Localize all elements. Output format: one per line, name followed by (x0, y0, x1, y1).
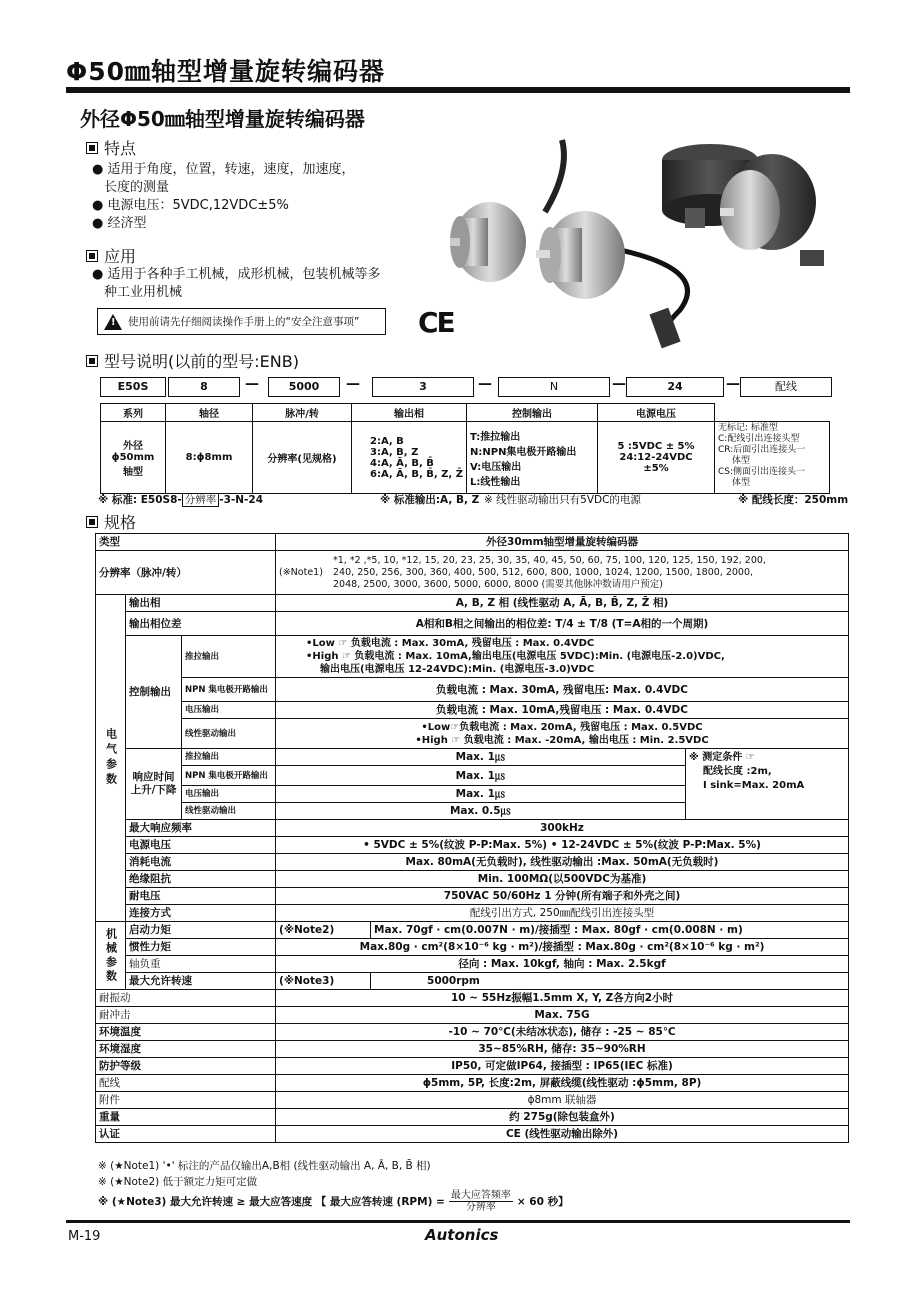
table-row (96, 595, 849, 612)
spec-sublabel: 线性驱动输出 (182, 803, 276, 820)
table-row (96, 719, 849, 749)
model-header-shaft: 轴径 (166, 404, 253, 422)
model-code-shaft: 8 (168, 377, 240, 397)
spec-value: 外径30mm轴型增量旋转编码器 (276, 534, 849, 551)
footnote-3: ※ (★Note3) 最大允许转速 ≥ 最大应答速度 【 最大应答转速 (RPM) = 最大应答频率 分辨率 × 60 秒】 (98, 1190, 569, 1213)
footer-rule (66, 1220, 850, 1223)
brand-logo: Autonics (425, 1226, 499, 1244)
table-row (96, 1041, 849, 1058)
spec-label: 启动力矩 (126, 922, 276, 939)
spec-label: 消耗电流 (126, 854, 276, 871)
spec-value: CE (线性驱动输出除外) (276, 1126, 849, 1143)
spec-sublabel: NPN 集电极开路输出 (182, 766, 276, 786)
spec-value: Max. 80mA(无负载时), 线性驱动输出 :Max. 50mA(无负载时) (276, 854, 849, 871)
table-row (96, 854, 849, 871)
spec-sublabel: NPN 集电极开路输出 (182, 678, 276, 702)
features-heading: 特点 (86, 136, 136, 159)
warning-icon: ! (104, 314, 122, 330)
spec-value: • 5VDC ± 5%(纹波 P-P:Max. 5%) • 12-24VDC ± 5%(纹波 P-P:Max. 5%) (276, 837, 849, 854)
table-row (96, 905, 849, 922)
spec-value: Max. 0.5㎲ (276, 803, 686, 820)
model-header-output: 控制输出 (467, 404, 598, 422)
spec-table (95, 533, 849, 1143)
spec-value: 负载电流 : Max. 30mA, 残留电压: Max. 0.4VDC (276, 678, 849, 702)
spec-sublabel: 线性驱动输出 (182, 719, 276, 749)
model-cell-phase: 2:A, B 3:A, B, Z 4:A, Ā, B, B̄ 6:A, Ā, B, B̄, Z, Z̄ (352, 422, 467, 494)
spec-value: ϕ8mm 联轴器 (276, 1092, 849, 1109)
spec-value: Max. 1㎲ (276, 786, 686, 803)
page-number: M-19 (68, 1229, 101, 1244)
spec-value: 负载电流 : Max. 10mA,残留电压 : Max. 0.4VDC (276, 702, 849, 719)
model-cell-cable: 无标记: 标准型 C:配线引出连接头型 CR:后面引出连接头一 体型 CS:侧面引出连接头一 体型 (715, 422, 830, 494)
table-row (96, 636, 849, 678)
formula-fraction: 最大应答频率 分辨率 (450, 1190, 511, 1213)
model-cell-shaft: 8:ϕ8mm (166, 422, 253, 494)
title-rule (66, 87, 850, 93)
table-row (96, 1109, 849, 1126)
spec-label: 轴负重 (126, 956, 276, 973)
section-square-icon (86, 250, 98, 262)
spec-label: 最大允许转速 (126, 973, 276, 990)
model-cell-power: 5 :5VDC ± 5% 24:12-24VDC ±5% (598, 422, 715, 494)
model-note-output: ※ 标准输出:A, B, Z (380, 494, 480, 506)
spec-value: 配线引出方式, 250㎜配线引出连接头型 (276, 905, 849, 922)
footnote-1: ※ (★Note1) '•' 标注的产品仅输出A,B相 (线性驱动输出 A, Ā, B, B̄ 相) (98, 1160, 431, 1172)
spec-label: 分辨率（脉冲/转） (96, 551, 276, 595)
table-row (96, 973, 849, 990)
spec-label: 耐冲击 (96, 1007, 276, 1024)
spec-note: (※Note2) (276, 922, 371, 939)
spec-value: 约 275g(除包装盒外) (276, 1109, 849, 1126)
model-header-phase: 输出相 (352, 404, 467, 422)
model-code-cable: 配线 (740, 377, 832, 397)
spec-value: •Low☞负载电流 : Max. 20mA, 残留电压 : Max. 0.5VDC •High ☞ 负载电流 : Max. -20mA, 输出电压 : Min. 2.5VDC (276, 719, 849, 749)
model-code-pulse: 5000 (268, 377, 340, 397)
spec-label: 类型 (96, 534, 276, 551)
spec-label: 输出相位差 (126, 612, 276, 636)
model-cell-pulse: 分辨率(见规格) (253, 422, 352, 494)
spec-value: 5000rpm (371, 973, 849, 990)
spec-heading: 规格 (86, 510, 136, 533)
section-square-icon (86, 516, 98, 528)
model-dash: — (478, 376, 492, 392)
spec-value: 300kHz (276, 820, 849, 837)
spec-value: •Low ☞ 负载电流 : Max. 30mA, 残留电压 : Max. 0.4VDC •High ☞ 负载电流 : Max. 10mA,输出电压(电源电压 5VDC):Min. (电源电压-2.0)VDC, 输出电压(电源电压 12-24VDC):Min. (电源电压-3.0)VDC (276, 636, 849, 678)
spec-value: A相和B相之间输出的相位差: T/4 ± T/8 (T=A相的一个周期) (276, 612, 849, 636)
spec-label: 控制输出 (126, 636, 182, 749)
spec-value: -10 ~ 70℃(未结冰状态), 储存 : -25 ~ 85℃ (276, 1024, 849, 1041)
spec-value: 10 ~ 55Hz振幅1.5mm X, Y, Z各方向2小时 (276, 990, 849, 1007)
table-row (96, 956, 849, 973)
spec-value: Max. 70gf · cm(0.007N · m)/接插型 : Max. 80gf · cm(0.008N · m) (371, 922, 849, 939)
list-item: ● 适用于角度，位置，转速，速度，加速度， (92, 162, 355, 177)
model-header-series: 系列 (101, 404, 166, 422)
spec-sublabel: 推拉输出 (182, 636, 276, 678)
table-row (96, 1058, 849, 1075)
model-code-series: E50S (100, 377, 166, 397)
table-row (96, 612, 849, 636)
table-row (96, 990, 849, 1007)
product-photo (450, 130, 850, 350)
list-item: ● 电源电压：5VDC,12VDC±5% (92, 198, 289, 213)
model-note-standard: ※ 标准: E50S8- 分辨率 -3-N-24 (98, 494, 264, 506)
list-item: ● 适用于各种手工机械，成形机械，包装机械等多 (92, 267, 381, 282)
section-square-icon (86, 355, 98, 367)
spec-label: 配线 (96, 1075, 276, 1092)
spec-value: (※Note1) *1, *2 ,*5, 10, *12, 15, 20, 23, 25, 30, 35, 40, 45, 50, 60, 75, 100, 120, 125, 150, 192, 200, 240, 250, 256, 300, 360, 400, 500, 512, 600, 800, 1000, 1024, 1200, 1500, 1800, 2000, 2048, 2500, 3000, 3600, 5000, 6000, 8000 (需要其他脉冲数请用户预定) (276, 551, 849, 595)
spec-group-label: 电气参数 (96, 595, 126, 922)
section-square-icon (86, 142, 98, 154)
table-row (96, 1075, 849, 1092)
table-row (96, 837, 849, 854)
spec-label: 响应时间上升/下降 (126, 749, 182, 820)
model-dash: — (245, 376, 259, 392)
spec-label: 重量 (96, 1109, 276, 1126)
spec-response-condition: ※ 测定条件 ☞ 配线长度 :2m, I sink=Max. 20mA (686, 749, 849, 820)
spec-label: 绝缘阻抗 (126, 871, 276, 888)
spec-value: Max.80g · cm²(8×10⁻⁶ kg · m²)/接插型 : Max.80g · cm²(8×10⁻⁶ kg · m²) (276, 939, 849, 956)
model-header-pulse: 脉冲/转 (253, 404, 352, 422)
model-header-blank (715, 404, 830, 422)
spec-sublabel: 电压输出 (182, 786, 276, 803)
spec-value: Max. 1㎲ (276, 766, 686, 786)
model-note-line-driver: ※ 线性驱动输出只有5VDC的电源 (484, 494, 641, 506)
table-row (96, 702, 849, 719)
page-subtitle: 外径Φ50㎜轴型增量旋转编码器 (80, 107, 365, 131)
model-code-output: N (498, 377, 610, 397)
model-heading: 型号说明(以前的型号:ENB) (86, 349, 299, 372)
spec-label: 输出相 (126, 595, 276, 612)
spec-value: A, B, Z 相 (线性驱动 A, Ā, B, B̄, Z, Z̄ 相) (276, 595, 849, 612)
spec-value: 径向 : Max. 10kgf, 轴向 : Max. 2.5kgf (276, 956, 849, 973)
model-code-phase: 3 (372, 377, 474, 397)
spec-label: 电源电压 (126, 837, 276, 854)
table-row (96, 551, 849, 595)
model-dash: — (612, 376, 626, 392)
spec-label: 环境湿度 (96, 1041, 276, 1058)
spec-label: 耐振动 (96, 990, 276, 1007)
table-row (96, 820, 849, 837)
safety-warning (97, 308, 386, 335)
model-table (100, 403, 830, 494)
spec-label: 最大响应频率 (126, 820, 276, 837)
table-row (96, 749, 849, 766)
spec-label: 防护等级 (96, 1058, 276, 1075)
table-row (96, 534, 849, 551)
table-row (96, 871, 849, 888)
table-row (96, 939, 849, 956)
spec-sublabel: 电压输出 (182, 702, 276, 719)
spec-label: 环境温度 (96, 1024, 276, 1041)
model-note-cable: ※ 配线长度：250mm (738, 494, 849, 506)
list-item: 种工业用机械 (104, 285, 183, 300)
list-item: 长度的测量 (104, 180, 170, 195)
table-row (96, 678, 849, 702)
spec-label: 惯性力矩 (126, 939, 276, 956)
table-row (96, 1024, 849, 1041)
spec-value: IP50, 可定做IP64, 接插型 : IP65(IEC 标准) (276, 1058, 849, 1075)
spec-label: 认证 (96, 1126, 276, 1143)
model-dash: — (346, 376, 360, 392)
spec-value: 35~85%RH, 储存: 35~90%RH (276, 1041, 849, 1058)
page-title: Φ50㎜轴型增量旋转编码器 (66, 57, 386, 86)
model-cell-series: 外径 ϕ50mm 轴型 (101, 422, 166, 494)
table-row (96, 888, 849, 905)
footnote-2: ※ (★Note2) 低于额定力矩可定做 (98, 1176, 258, 1188)
model-header-power: 电源电压 (598, 404, 715, 422)
spec-value: Min. 100MΩ(以500VDC为基准) (276, 871, 849, 888)
spec-sublabel: 推拉输出 (182, 749, 276, 766)
model-code-power: 24 (626, 377, 724, 397)
warning-text: 使用前请先仔细阅读操作手册上的“安全注意事项” (128, 316, 360, 328)
model-dash: — (726, 376, 740, 392)
spec-label: 耐电压 (126, 888, 276, 905)
application-heading: 应用 (86, 244, 136, 267)
spec-value: ϕ5mm, 5P, 长度:2m, 屏蔽线缆(线性驱动 :ϕ5mm, 8P) (276, 1075, 849, 1092)
table-row (96, 1126, 849, 1143)
spec-value: 750VAC 50/60Hz 1 分钟(所有端子和外壳之间) (276, 888, 849, 905)
application-list (92, 266, 432, 302)
spec-value: Max. 75G (276, 1007, 849, 1024)
list-item: ● 经济型 (92, 216, 147, 231)
spec-label: 附件 (96, 1092, 276, 1109)
model-cell-output: T:推拉输出 N:NPN集电极开路输出 V:电压输出 L:线性输出 (467, 422, 598, 494)
spec-label: 连接方式 (126, 905, 276, 922)
table-row (96, 1092, 849, 1109)
table-row (96, 922, 849, 939)
table-row (96, 1007, 849, 1024)
spec-value: Max. 1㎲ (276, 749, 686, 766)
spec-group-label: 机械参数 (96, 922, 126, 990)
spec-note: (※Note3) (276, 973, 371, 990)
features-list (92, 161, 412, 233)
ce-mark: CE (418, 306, 454, 339)
